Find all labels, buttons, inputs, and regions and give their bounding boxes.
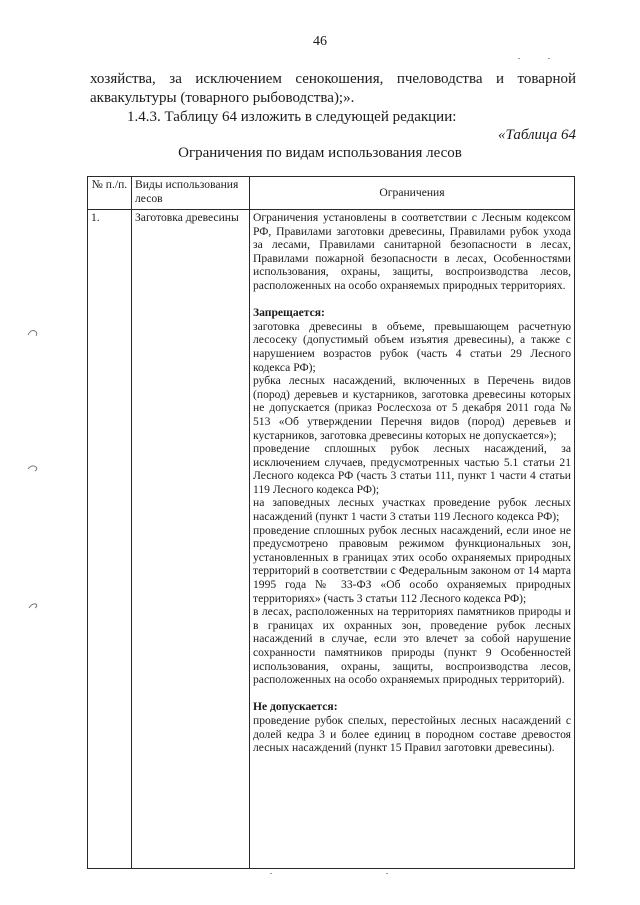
intro-text [90, 70, 576, 127]
prohibited-item: проведение сплошных рубок лесных насаждений, за исключением случаев, предусмотренных частью 5.1 статьи 21 Лесного кодекса РФ (часть 3 статьи 111, пункт 1 части 4 статьи 119 Лесного кодекса РФ); [253, 442, 571, 496]
table-caption: «Таблица 64 [498, 127, 576, 143]
scan-speck [270, 873, 272, 874]
page-number: 46 [313, 34, 327, 49]
row-limits [250, 210, 575, 869]
prohibited-item: в лесах, расположенных на территориях памятников природы и в границах их охранных зон, проведение рубок лесных насаждений в случае, если это влечет за собой нарушение сохранности памятников природы (пункт 9 Особенностей использования, охраны, защиты, воспроизводства лесов, расположенных на особо охраняемых природных территорий). [253, 605, 571, 687]
header-number: № п./п. [88, 177, 132, 210]
intro-paragraph: хозяйства, за исключением сенокошения, пчеловодства и товарной аквакультуры (товарного рыбоводства);». [90, 71, 576, 106]
prohibited-item: заготовка древесины в объеме, превышающем расчетную лесосеку (допустимый объем изъятия древесины), а также с нарушением возрастов рубок (часть 4 статьи 29 Лесного кодекса РФ); [253, 319, 571, 374]
margin-mark [26, 460, 40, 470]
header-limits: Ограничения [250, 177, 575, 210]
header-use-type: Виды использования лесов [132, 177, 250, 210]
scan-speck [548, 58, 550, 59]
not-allowed-item: проведение рубок спелых, перестойных лесных насаждений с долей кедра 3 и более единиц в породном составе древостоя лесных насаждений (пункт 15 Правил заготовки древесины). [253, 713, 571, 755]
margin-mark [26, 325, 40, 335]
general-limits: Ограничения установлены в соответствии с Лесным кодексом РФ, Правилами заготовки древесины, Правилами рубок ухода за лесами, Правилами санитарной безопасности в лесах, Правилами пожарной безопасности в лесах, Особенностями использования, охраны, защиты, воспроизводства лесов, расположенных на особо охраняемых природных территориях. [253, 211, 571, 292]
prohibited-heading: Запрещается: [253, 306, 325, 320]
scan-speck [386, 873, 388, 874]
not-allowed-heading: Не допускается: [253, 700, 338, 714]
table-row [88, 210, 575, 869]
prohibited-item: проведение сплошных рубок лесных насаждений, если иное не предусмотрено правовым режимом функциональных зон, установленных в границах этих особо охраняемых природных территорий в соответствии с Федеральным законом от 14 марта 1995 года № 33-ФЗ «Об особо охраняемых природных территориях» (часть 3 статьи 112 Лесного кодекса РФ); [253, 523, 571, 605]
row-number: 1. [88, 210, 132, 869]
table-title: Ограничения по видам использования лесов [178, 145, 462, 161]
intro-instruction: 1.4.3. Таблицу 64 изложить в следующей редакции: [127, 109, 457, 125]
prohibited-item: рубка лесных насаждений, включенных в Перечень видов (пород) деревьев и кустарников, заготовка древесины которых не допускается (приказ Рослесхоза от 5 декабря 2011 года № 513 «Об утверждении Перечня видов (пород) деревьев и кустарников, заготовка древесины которых не допускается»); [253, 374, 571, 442]
scan-speck [518, 58, 520, 59]
limits-table [87, 176, 575, 869]
margin-mark [26, 598, 40, 608]
prohibited-item: на заповедных лесных участках проведение рубок лесных насаждений (пункт 1 части 3 статьи 119 Лесного кодекса РФ); [253, 496, 571, 524]
row-use-type: Заготовка древесины [132, 210, 250, 869]
table-header-row [88, 177, 575, 210]
